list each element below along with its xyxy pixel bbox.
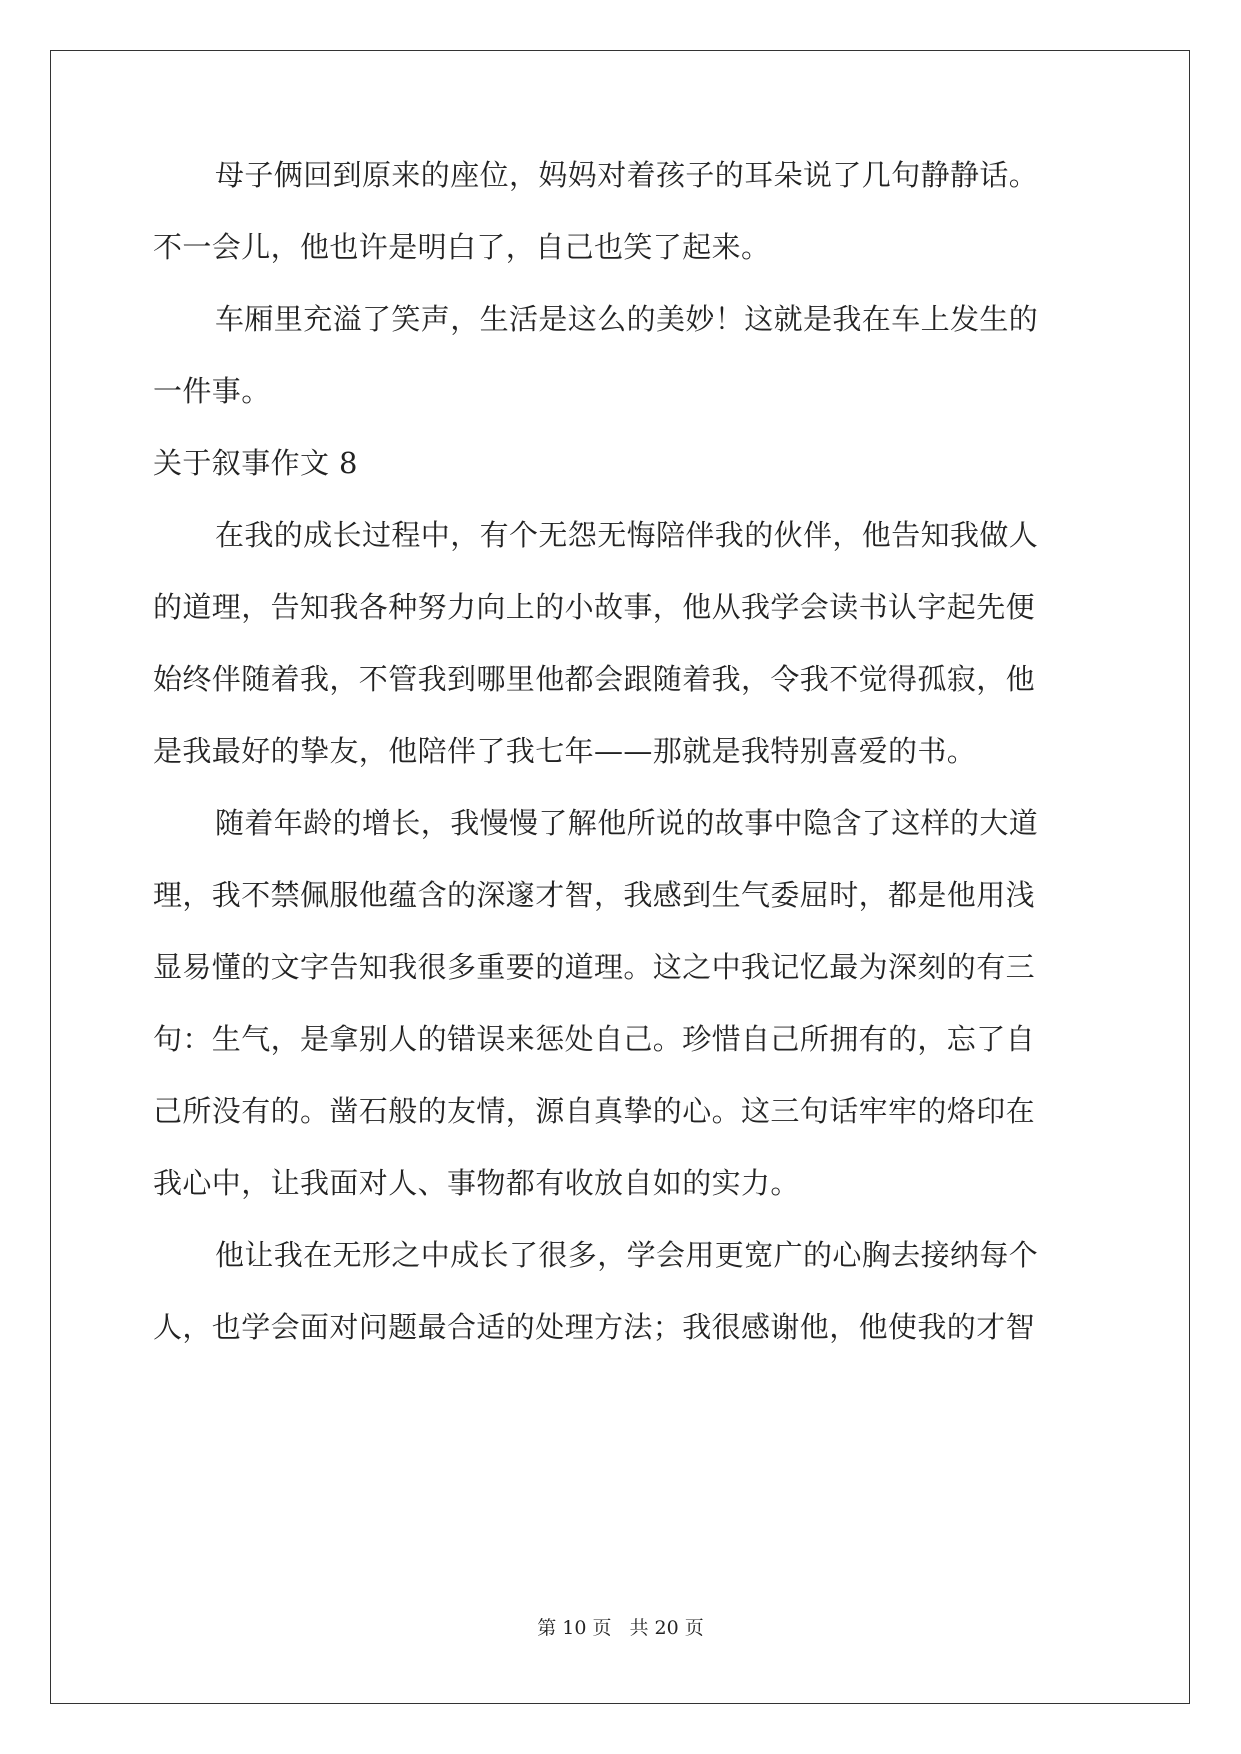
paragraph-line: 在我的成长过程中，有个无怨无悔陪伴我的伙伴，他告知我做人 <box>215 518 1039 552</box>
paragraph-line: 的道理，告知我各种努力向上的小故事，他从我学会读书认字起先便 <box>153 590 1036 624</box>
paragraph-line: 母子俩回到原来的座位，妈妈对着孩子的耳朵说了几句静静话。 <box>215 158 1039 192</box>
paragraph-line: 始终伴随着我，不管我到哪里他都会跟随着我，令我不觉得孤寂，他 <box>153 662 1036 696</box>
paragraph-line: 随着年龄的增长，我慢慢了解他所说的故事中隐含了这样的大道 <box>215 806 1039 840</box>
paragraph-line: 一件事。 <box>153 374 271 408</box>
paragraph-line: 不一会儿，他也许是明白了，自己也笑了起来。 <box>153 230 771 264</box>
section-heading: 关于叙事作文 8 <box>153 446 358 480</box>
paragraph-line: 己所没有的。凿石般的友情，源自真挚的心。这三句话牢牢的烙印在 <box>153 1094 1036 1128</box>
paragraph-line: 句：生气，是拿别人的错误来惩处自己。珍惜自己所拥有的，忘了自 <box>153 1022 1036 1056</box>
paragraph-line: 理，我不禁佩服他蕴含的深邃才智，我感到生气委屈时，都是他用浅 <box>153 878 1036 912</box>
paragraph-line: 我心中，让我面对人、事物都有收放自如的实力。 <box>153 1166 800 1200</box>
page-footer <box>0 1616 1241 1640</box>
paragraph-line: 人，也学会面对问题最合适的处理方法；我很感谢他，他使我的才智 <box>153 1310 1036 1344</box>
page-total: 共 20 页 <box>629 1617 704 1639</box>
paragraph-line: 是我最好的挚友，他陪伴了我七年——那就是我特别喜爱的书。 <box>153 734 977 768</box>
paragraph-line: 显易懂的文字告知我很多重要的道理。这之中我记忆最为深刻的有三 <box>153 950 1036 984</box>
paragraph-line: 车厢里充溢了笑声，生活是这么的美妙！这就是我在车上发生的 <box>215 302 1039 336</box>
paragraph-line: 他让我在无形之中成长了很多，学会用更宽广的心胸去接纳每个 <box>215 1238 1039 1272</box>
page-number: 第 10 页 <box>537 1617 612 1639</box>
